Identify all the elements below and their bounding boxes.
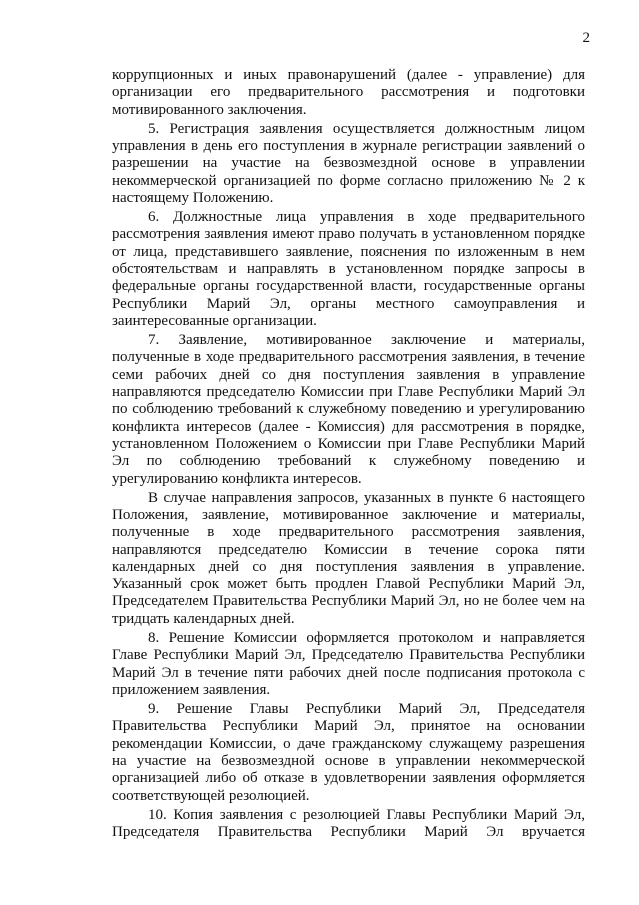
paragraph-item-7-requests: В случае направления запросов, указанных в пункте 6 настоящего Положения, заявление, мотивированное заключение и материалы, полученные в ходе предварительного рассмотрения заявления, направляются председателю Комиссии в течение сорока пяти календарных дней со дня поступления заявления в управление. Указанный срок может быть продлен Главой Республики Марий Эл, Председателем Правительства Республики Марий Эл, но не более чем на тридцать календарных дней. <box>112 489 585 627</box>
paragraph-continuation: коррупционных и иных правонарушений (далее - управление) для организации его предварительного рассмотрения и подготовки мотивированного заключения. <box>112 67 585 118</box>
paragraph-item-10: 10. Копия заявления с резолюцией Главы Республики Марий Эл, Председателя Правительства Республики Марий Эл вручается <box>112 806 585 840</box>
paragraph-item-8: 8. Решение Комиссии оформляется протоколом и направляется Главе Республики Марий Эл, Председателю Правительства Республики Марий Эл в течение пяти рабочих дней после подписания протокола с приложением заявления. <box>112 629 585 698</box>
paragraph-item-5: 5. Регистрация заявления осуществляется должностным лицом управления в день его поступления в журнале регистрации заявлений о разрешении на участие на безвозмездной основе в управлении некоммерческой организацией по форме согласно приложению № 2 к настоящему Положению. <box>112 120 585 206</box>
paragraph-item-6: 6. Должностные лица управления в ходе предварительного рассмотрения заявления имеют право получать в установленном порядке от лица, представившего заявление, пояснения по изложенным в нем обстоятельствам и направлять в установленном порядке запросы в федеральные органы государственной власти, государственные органы Республики Марий Эл, органы местного самоуправления и заинтересованные организации. <box>112 209 585 329</box>
page-number: 2 <box>582 30 590 46</box>
paragraph-item-7: 7. Заявление, мотивированное заключение и материалы, полученные в ходе предварительного рассмотрения заявления, в течение семи рабочих дней со дня поступления заявления в управление направляются председателю Комиссии при Главе Республики Марий Эл по соблюдению требований к служебному поведению и урегулированию конфликта интересов (далее - Комиссия) для рассмотрения в порядке, установленном Положением о Комиссии при Главе Республики Марий Эл по соблюдению требований к служебному поведению и урегулированию конфликта интересов. <box>112 332 585 487</box>
document-body <box>112 67 585 843</box>
paragraph-item-9: 9. Решение Главы Республики Марий Эл, Председателя Правительства Республики Марий Эл, принятое на основании рекомендации Комиссии, о даче гражданскому служащему разрешения на участие на безвозмездной основе в управлении некоммерческой организацией либо об отказе в удовлетворении заявления оформляется соответствующей резолюцией. <box>112 701 585 804</box>
